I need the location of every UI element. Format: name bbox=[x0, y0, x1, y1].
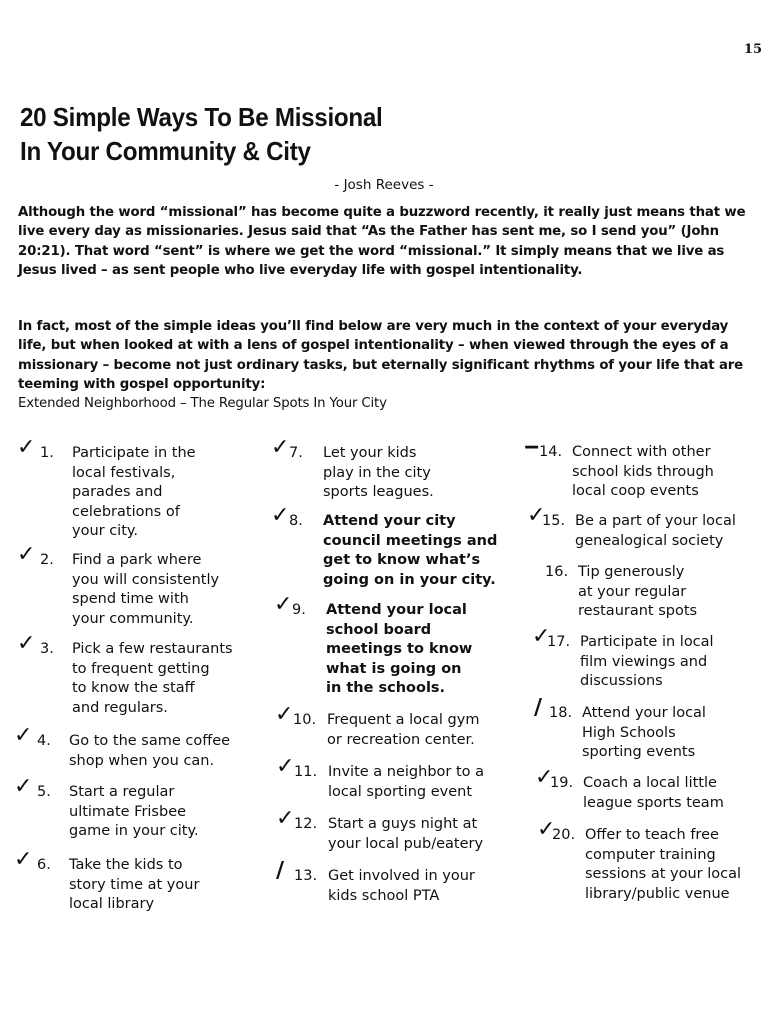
list-item-line: Be a part of your local bbox=[575, 513, 736, 529]
list-item-line: local sporting event bbox=[328, 783, 473, 800]
list-item-text bbox=[328, 763, 484, 802]
list-item-text bbox=[72, 640, 233, 718]
list-item-line: play in the city bbox=[323, 464, 431, 481]
checkmark-icon: ✓ bbox=[274, 592, 293, 617]
list-item-line: sessions at your local bbox=[585, 866, 742, 882]
title-line-2: In Your Community & City bbox=[20, 136, 311, 166]
list-item-line: local library bbox=[69, 896, 155, 912]
list-item-line: Pick a few restaurants bbox=[72, 641, 233, 657]
list-item-line: Participate in local bbox=[580, 634, 714, 650]
list-item-number: 19. bbox=[550, 775, 574, 791]
list-item-number: 6. bbox=[37, 857, 51, 873]
list-item-line: Start a guys night at bbox=[328, 816, 478, 832]
checkmark-icon: ✓ bbox=[535, 765, 554, 790]
list-item-line: Get involved in your bbox=[328, 868, 475, 884]
list-item-text bbox=[328, 815, 483, 854]
context-paragraph-text: In fact, most of the simple ideas you’ll find below are very much in the context of your everyday life, but when looked at with a lens of gospel intentionality – when viewed through the eyes of a missionary – become not just ordinary tasks, but eternally significant rhythms of your life that are teeming with gospel opportunity: bbox=[18, 319, 744, 392]
list-item-text bbox=[578, 563, 697, 622]
list-item-line: library/public venue bbox=[585, 885, 730, 902]
list-item-line: Attend your city bbox=[323, 513, 456, 529]
list-item-text bbox=[328, 867, 475, 906]
list-item-line: get to know what’s bbox=[323, 552, 481, 568]
list-item-line: celebrations of bbox=[72, 503, 180, 520]
list-item-text bbox=[326, 601, 472, 699]
list-item-text bbox=[585, 826, 741, 904]
list-item-line: Invite a neighbor to a bbox=[328, 764, 485, 780]
list-item-number: 16. bbox=[545, 564, 569, 580]
list-item-line: your city. bbox=[72, 523, 139, 539]
list-item-number: 14. bbox=[539, 444, 563, 460]
list-item-number: 12. bbox=[294, 816, 318, 832]
list-item-number: 3. bbox=[40, 641, 54, 657]
list-item-line: story time at your bbox=[69, 876, 200, 893]
list-item-line: meetings to know bbox=[326, 641, 473, 657]
list-item-number: 9. bbox=[292, 602, 306, 618]
list-item-line: parades and bbox=[72, 484, 163, 500]
checkmark-icon: ✓ bbox=[271, 435, 290, 460]
list-item-text bbox=[69, 856, 199, 915]
list-item-text bbox=[323, 444, 434, 503]
context-paragraph bbox=[18, 317, 758, 413]
list-item-number: 20. bbox=[552, 827, 576, 843]
list-item-text bbox=[69, 732, 230, 771]
list-item-text bbox=[580, 633, 714, 692]
list-item-text bbox=[575, 512, 736, 551]
list-item-line: to frequent getting bbox=[72, 660, 210, 677]
list-item-number: 11. bbox=[294, 764, 318, 780]
list-item-text bbox=[582, 704, 706, 763]
list-item-line: Take the kids to bbox=[69, 857, 183, 873]
checkmark-icon: ✓ bbox=[276, 806, 295, 831]
intro-paragraph: Although the word “missional” has become quite a buzzword recently, it really just means that we live every day as missionaries. Jesus said that “As the Father has sent me, so I send you” (John 20:21). That word “sent” is where we get the word “missional.” It simply means that we live as Jesus lived – as sent people who live everyday life with gospel intentionality. bbox=[18, 205, 746, 278]
list-item-text bbox=[583, 774, 724, 813]
list-item-line: league sports team bbox=[583, 794, 724, 811]
list-item-line: Find a park where bbox=[72, 552, 202, 568]
list-item-line: council meetings and bbox=[323, 532, 498, 549]
checkmark-icon: ✓ bbox=[14, 723, 33, 748]
list-item-number: 7. bbox=[289, 445, 303, 461]
list-item-line: discussions bbox=[580, 673, 663, 689]
title-line-1: 20 Simple Ways To Be Missional bbox=[20, 102, 383, 132]
list-item-number: 10. bbox=[293, 712, 317, 728]
list-item-text bbox=[72, 444, 196, 542]
list-item-number: 18. bbox=[549, 705, 573, 721]
list-item-line: school kids through bbox=[572, 463, 714, 480]
list-item-line: local festivals, bbox=[72, 464, 176, 481]
list-item-number: 8. bbox=[289, 513, 303, 529]
checkmark-icon: ✓ bbox=[14, 774, 33, 799]
list-item-number: 13. bbox=[294, 868, 318, 884]
list-item-line: computer training bbox=[585, 846, 716, 863]
list-item-line: game in your city. bbox=[69, 823, 199, 839]
list-item-line: Attend your local bbox=[582, 705, 706, 721]
checkmark-icon: ∕ bbox=[276, 858, 285, 883]
list-item-text bbox=[69, 783, 199, 842]
list-item-line: ultimate Frisbee bbox=[69, 803, 187, 820]
list-item-line: school board bbox=[326, 621, 432, 638]
list-item-line: spend time with bbox=[72, 591, 189, 607]
list-item-text bbox=[572, 443, 714, 502]
checkmark-icon: ∕ bbox=[534, 695, 543, 720]
list-item-line: kids school PTA bbox=[328, 887, 440, 904]
list-item-line: sporting events bbox=[582, 744, 696, 760]
checkmark-icon: ‒ bbox=[524, 434, 540, 459]
checkmark-icon: ✓ bbox=[14, 847, 33, 872]
list-item-number: 5. bbox=[37, 784, 51, 800]
list-item-line: what is going on bbox=[326, 660, 462, 677]
list-item-line: local coop events bbox=[572, 483, 699, 499]
list-item-line: in the schools. bbox=[326, 680, 446, 696]
list-item-line: Let your kids bbox=[323, 445, 417, 461]
list-item-line: your community. bbox=[72, 610, 194, 627]
list-item-text bbox=[327, 711, 479, 750]
list-item-line: Participate in the bbox=[72, 445, 196, 461]
list-item-line: going on in your city. bbox=[323, 571, 496, 588]
list-item-number: 17. bbox=[547, 634, 571, 650]
checkmark-icon: ✓ bbox=[276, 754, 295, 779]
list-item-line: Offer to teach free bbox=[585, 827, 719, 843]
list-item-number: 15. bbox=[542, 513, 566, 529]
checkmark-icon: ✓ bbox=[271, 503, 290, 528]
author-byline: - Josh Reeves - bbox=[334, 177, 434, 193]
checkmark-icon: ✓ bbox=[275, 702, 294, 727]
list-item-line: Frequent a local gym bbox=[327, 712, 480, 728]
list-item-line: Start a regular bbox=[69, 784, 175, 800]
list-item-line: Attend your local bbox=[326, 602, 467, 618]
checkmark-icon: ✓ bbox=[537, 817, 556, 842]
list-item-line: Connect with other bbox=[572, 444, 711, 460]
list-item-line: your local pub/eatery bbox=[328, 835, 484, 852]
list-item-line: Tip generously bbox=[578, 564, 685, 580]
section-subheading: Extended Neighborhood – The Regular Spots In Your City bbox=[18, 396, 387, 412]
checkmark-icon: ✓ bbox=[17, 631, 36, 656]
list-item-number: 2. bbox=[40, 552, 54, 568]
page-title bbox=[20, 100, 383, 168]
list-item-line: genealogical society bbox=[575, 532, 724, 549]
checkmark-icon: ✓ bbox=[17, 435, 36, 460]
list-item-line: shop when you can. bbox=[69, 752, 215, 769]
list-item-line: Coach a local little bbox=[583, 775, 717, 791]
list-item-line: and regulars. bbox=[72, 699, 168, 716]
list-item-line: restaurant spots bbox=[578, 603, 698, 619]
list-item-text bbox=[72, 551, 219, 629]
list-item-line: sports leagues. bbox=[323, 484, 434, 500]
list-item-text bbox=[323, 512, 497, 590]
page-number: 15 bbox=[743, 42, 762, 57]
list-item-line: or recreation center. bbox=[327, 731, 475, 748]
list-item-number: 1. bbox=[40, 445, 54, 461]
checkmark-icon: ✓ bbox=[532, 624, 551, 649]
checkmark-icon: ✓ bbox=[17, 542, 36, 567]
list-item-line: at your regular bbox=[578, 583, 687, 600]
list-item-line: you will consistently bbox=[72, 571, 220, 588]
list-item-line: film viewings and bbox=[580, 653, 708, 670]
list-item-line: Go to the same coffee bbox=[69, 733, 231, 749]
checkmark-icon: ✓ bbox=[527, 503, 546, 528]
list-item-number: 4. bbox=[37, 733, 51, 749]
list-item-line: High Schools bbox=[582, 724, 676, 741]
list-item-line: to know the staff bbox=[72, 680, 195, 696]
